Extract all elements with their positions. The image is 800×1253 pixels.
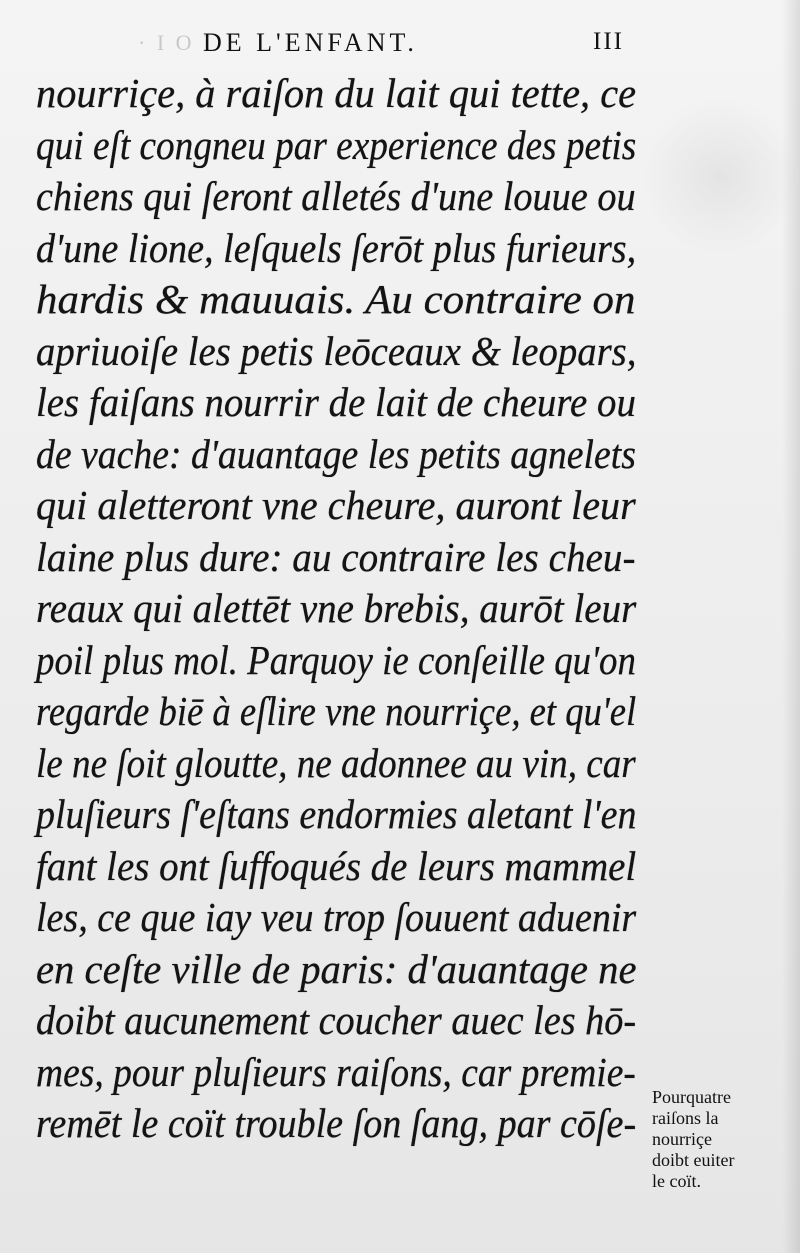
text-line: fant les ont ſuffoqués de leurs mammel: [36, 842, 637, 889]
marginal-note-line: raiſons la: [652, 1108, 719, 1128]
text-line: apriuoiſe les petis leōceaux & leopars,: [36, 327, 637, 374]
text-line: les, ce que iay veu trop ſouuent aduenir: [36, 894, 637, 940]
text-line: pluſieurs ſ'eſtans endormies aletant l'en: [36, 791, 637, 837]
paper-stain: [640, 96, 800, 256]
running-head: DE L'ENFANT.: [203, 28, 418, 57]
marginal-note-line: le coït.: [652, 1171, 701, 1191]
page-number: III: [593, 28, 624, 55]
text-line: poil plus mol. Parquoy ie conſeille qu'on: [36, 636, 636, 683]
text-line: en ceſte ville de paris: d'auantage ne: [36, 945, 637, 992]
text-line: mes, pour pluſieurs raiſons, car premie-: [36, 1048, 636, 1095]
page-edge-shadow: [782, 0, 800, 1253]
text-line: regarde biē à eſlire vne nourriçe, et qu'el: [36, 688, 637, 734]
main-text-block: [36, 68, 646, 1150]
text-line: laine plus dure: au contraire les cheu-: [36, 533, 636, 580]
page-header: [0, 22, 800, 62]
text-line: hardis & mauuais. Au contraire on: [36, 276, 636, 322]
marginal-note-line: nourriçe: [652, 1129, 712, 1149]
text-line: chiens qui ſeront alletés d'une louue ou: [36, 173, 636, 219]
text-line: reaux qui alettēt vne brebis, aurōt leur: [36, 585, 637, 631]
text-line: d'une lione, leſquels ſerōt plus furieurs,: [36, 224, 637, 271]
marginal-note: [652, 1087, 797, 1192]
text-line: les faiſans nourrir de lait de cheure ou: [36, 379, 636, 425]
text-line: remēt le coït trouble ſon ſang, par cōſe-: [36, 1100, 637, 1146]
text-line: le ne ſoit gloutte, ne adonnee au vin, car: [36, 739, 636, 786]
show-through-mark: · I O I: [138, 30, 214, 55]
marginal-note-line: Pourquatre: [652, 1087, 731, 1107]
text-line: doibt aucunement coucher auec les hō-: [36, 997, 637, 1043]
text-line: nourriçe, à raiſon du lait qui tette, ce: [36, 70, 637, 116]
text-line: qui aletteront vne cheure, auront leur: [36, 482, 636, 528]
text-line: qui eſt congneu par experience des petis: [36, 121, 637, 168]
text-line: de vache: d'auantage les petits agnelets: [36, 430, 636, 477]
marginal-note-line: doibt euiter: [652, 1150, 735, 1170]
